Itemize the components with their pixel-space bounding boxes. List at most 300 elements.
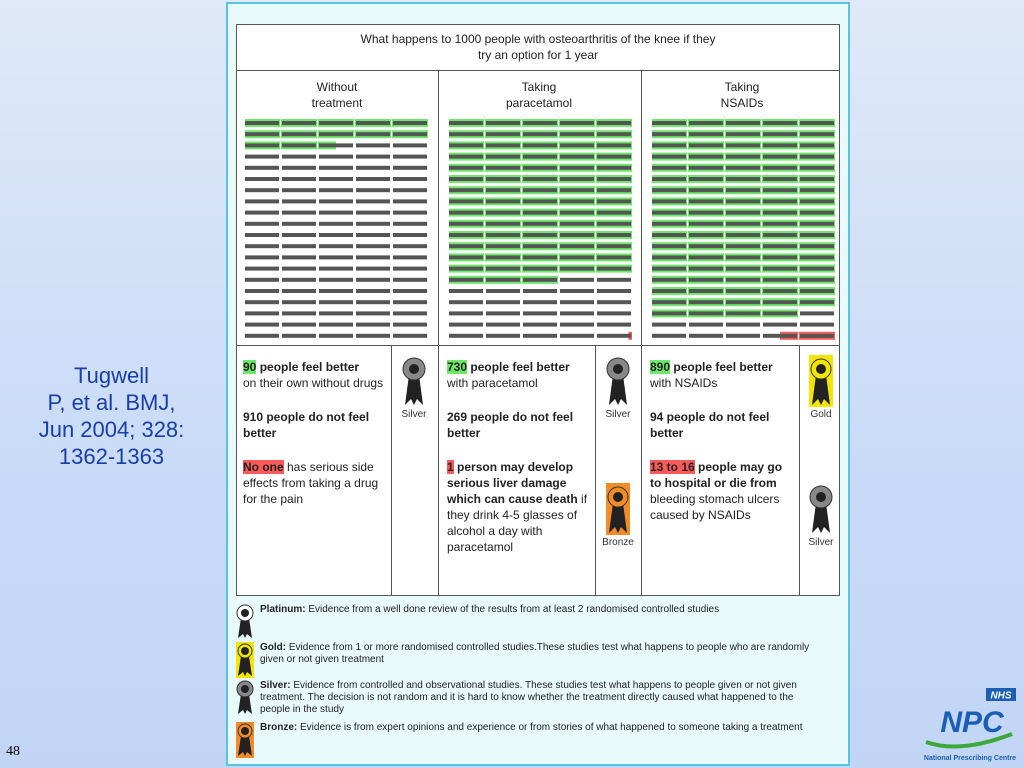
person-row-block — [523, 244, 557, 248]
person-row-block — [486, 121, 520, 125]
person-row-block — [245, 289, 279, 293]
person-row-block — [393, 278, 427, 282]
person-row-block — [282, 244, 316, 248]
person-row-block — [652, 289, 686, 293]
person-row-block — [393, 244, 427, 248]
better-rest: with paracetamol — [447, 376, 538, 390]
person-row-block — [763, 211, 797, 215]
nhs-label: NHS — [990, 690, 1012, 702]
person-row-block — [319, 289, 353, 293]
logo-subtitle: National Prescribing Centre — [923, 755, 1017, 762]
person-row-block — [319, 121, 353, 125]
person-row-block — [245, 255, 279, 259]
silver-ribbon-icon — [236, 680, 254, 716]
person-row-block — [560, 121, 594, 125]
person-row-block — [560, 323, 594, 327]
person-row-block — [282, 255, 316, 259]
person-row-block — [393, 289, 427, 293]
person-row-block — [486, 278, 520, 282]
legend-description: Evidence from controlled and observational studies. These studies test what happens to people given or not given treatment. The decision is not random and it is hard to know whether the treatment directly caused what happened to the people in the study — [260, 680, 797, 715]
person-row-block — [319, 143, 353, 147]
legend-label: Bronze: — [260, 722, 298, 733]
person-row-block — [652, 121, 686, 125]
person-row-block — [689, 132, 723, 136]
person-row-block — [245, 311, 279, 315]
person-row-block — [652, 199, 686, 203]
person-row-block — [486, 255, 520, 259]
person-row-block — [726, 211, 760, 215]
person-row-block — [689, 233, 723, 237]
person-row-block — [319, 323, 353, 327]
person-row-block — [597, 132, 631, 136]
person-row-block — [560, 311, 594, 315]
column-title-line-2: NSAIDs — [720, 96, 764, 110]
outcome-text-paracetamol — [447, 359, 593, 573]
person-row-block — [597, 289, 631, 293]
person-row-block — [726, 244, 760, 248]
better-rest: on their own without drugs — [243, 376, 384, 390]
person-row-block — [800, 188, 834, 192]
person-row-block — [356, 166, 390, 170]
person-row-block — [597, 222, 631, 226]
harm-bold: people may go to hospital or die from — [650, 460, 783, 490]
outcome-text-without-treatment — [243, 359, 389, 525]
person-row-block — [597, 311, 631, 315]
person-row-block — [726, 166, 760, 170]
person-row-block — [763, 222, 797, 226]
person-row-block — [319, 311, 353, 315]
harm-rest: has serious side effects from taking a drug for the pain — [243, 460, 379, 506]
person-row-block — [597, 267, 631, 271]
person-row-block — [319, 211, 353, 215]
badge-divider — [391, 345, 392, 596]
person-row-block — [245, 278, 279, 282]
person-row-block — [449, 278, 483, 282]
person-row-block — [560, 143, 594, 147]
person-row-block — [449, 334, 483, 338]
person-row-block — [726, 289, 760, 293]
column-title-line-1: Without — [316, 80, 358, 94]
person-row-block — [597, 255, 631, 259]
person-row-block — [689, 177, 723, 181]
column-title-line-1: Taking — [724, 80, 760, 94]
person-row-block — [763, 289, 797, 293]
person-row-block — [245, 199, 279, 203]
column-divider — [641, 71, 642, 596]
badge-label: Silver — [808, 537, 834, 548]
person-row-block — [763, 132, 797, 136]
person-row-block — [597, 166, 631, 170]
person-row-block — [763, 177, 797, 181]
person-row-block — [486, 244, 520, 248]
person-row-block — [486, 222, 520, 226]
person-row-block — [597, 177, 631, 181]
badge-divider — [799, 345, 800, 596]
person-row-block — [597, 155, 631, 159]
badge-divider — [595, 345, 596, 596]
person-row-block — [689, 244, 723, 248]
person-row-block — [486, 311, 520, 315]
person-row-block — [393, 155, 427, 159]
person-row-block — [597, 233, 631, 237]
person-row-block — [245, 233, 279, 237]
person-row-block — [689, 334, 723, 338]
person-row-block — [523, 300, 557, 304]
person-row-block — [726, 177, 760, 181]
person-row-block — [689, 267, 723, 271]
person-row-block — [356, 323, 390, 327]
person-row-block — [393, 300, 427, 304]
person-row-block — [282, 121, 316, 125]
person-row-block — [726, 267, 760, 271]
person-row-block — [763, 121, 797, 125]
harm-count: No one — [243, 460, 284, 474]
person-row-block — [449, 244, 483, 248]
person-row-block — [245, 143, 279, 147]
person-row-block — [282, 143, 316, 147]
person-row-block — [245, 267, 279, 271]
silver-ribbon-icon — [809, 483, 833, 535]
outcome-text-nsaids — [650, 359, 796, 541]
person-row-block — [319, 166, 353, 170]
person-row-block — [726, 311, 760, 315]
person-row-block — [800, 289, 834, 293]
person-row-block — [597, 323, 631, 327]
person-row-block — [282, 278, 316, 282]
person-row-block — [726, 334, 760, 338]
person-row-block — [560, 244, 594, 248]
person-row-block — [652, 323, 686, 327]
person-row-block — [319, 244, 353, 248]
person-row-block — [689, 143, 723, 147]
results-table — [236, 24, 840, 596]
column-divider — [438, 71, 439, 596]
person-row-block — [689, 311, 723, 315]
person-row-block — [689, 199, 723, 203]
person-row-block — [523, 323, 557, 327]
person-row-block — [319, 255, 353, 259]
person-row-block — [800, 233, 834, 237]
column-title-line-2: paracetamol — [505, 96, 573, 110]
person-row-block — [689, 166, 723, 170]
person-row-block — [560, 177, 594, 181]
person-row-block — [356, 300, 390, 304]
evidence-badge-silver — [804, 483, 838, 548]
person-row-block — [800, 267, 834, 271]
person-row-block — [652, 166, 686, 170]
person-row-block — [319, 177, 353, 181]
person-row-block — [763, 311, 797, 315]
person-row-block — [523, 199, 557, 203]
person-row-block — [689, 255, 723, 259]
person-row-block — [245, 222, 279, 226]
person-row-block — [560, 166, 594, 170]
silver-ribbon-icon — [606, 355, 630, 407]
person-row-block — [689, 289, 723, 293]
person-row-block — [245, 323, 279, 327]
person-row-block — [652, 155, 686, 159]
person-row-block — [282, 211, 316, 215]
person-row-block — [763, 267, 797, 271]
person-row-block — [393, 188, 427, 192]
column-title-without-treatment — [237, 79, 437, 111]
person-row-block — [800, 121, 834, 125]
better-text: people feel better — [256, 360, 360, 374]
person-row-block — [800, 244, 834, 248]
person-row-block — [763, 166, 797, 170]
person-row-block — [393, 121, 427, 125]
person-row-block — [486, 300, 520, 304]
better-count: 890 — [650, 360, 671, 374]
person-row-block — [560, 267, 594, 271]
person-row-block — [449, 255, 483, 259]
person-row-block — [449, 323, 483, 327]
evidence-poster — [226, 2, 850, 766]
person-row-block — [560, 289, 594, 293]
person-row-block — [523, 255, 557, 259]
person-row-block — [652, 177, 686, 181]
person-row-block — [356, 278, 390, 282]
person-row-block — [486, 199, 520, 203]
person-row-block — [245, 121, 279, 125]
person-row-block — [282, 311, 316, 315]
person-row-block — [689, 155, 723, 159]
person-row-block — [652, 233, 686, 237]
harm-bold: person may develop serious liver damage which can cause death — [447, 460, 578, 506]
person-row-block — [449, 155, 483, 159]
person-row-block — [319, 222, 353, 226]
person-row-block — [652, 143, 686, 147]
harm-rest: bleeding stomach ulcers caused by NSAIDs — [650, 492, 780, 522]
person-row-block — [245, 188, 279, 192]
poster-title-line-1: What happens to 1000 people with osteoarthritis of the knee if they — [360, 32, 716, 46]
person-row-block — [245, 166, 279, 170]
person-row-block — [800, 166, 834, 170]
better-rest: with NSAIDs — [650, 376, 718, 390]
bronze-ribbon-icon — [606, 483, 630, 535]
citation-line-2: P, et al. BMJ, — [47, 390, 176, 415]
person-row-block — [523, 143, 557, 147]
person-row-block — [652, 244, 686, 248]
person-row-block — [800, 222, 834, 226]
person-row-block — [356, 132, 390, 136]
person-row-block — [356, 188, 390, 192]
person-row-block — [523, 222, 557, 226]
person-row-block — [523, 211, 557, 215]
people-grid-nsaids — [652, 117, 838, 343]
person-row-block — [726, 255, 760, 259]
person-row-block — [597, 143, 631, 147]
person-row-block — [763, 323, 797, 327]
person-row-block — [449, 199, 483, 203]
person-row-block — [763, 244, 797, 248]
evidence-badge-bronze — [601, 483, 635, 548]
better-text: people feel better — [467, 360, 570, 374]
person-row-block — [319, 188, 353, 192]
person-row-block — [523, 188, 557, 192]
person-row-block — [393, 267, 427, 271]
badge-label: Gold — [810, 409, 832, 420]
evidence-badge-silver — [601, 355, 635, 420]
person-row-block — [652, 132, 686, 136]
person-row-block — [597, 300, 631, 304]
person-row-block — [652, 255, 686, 259]
person-row-block — [523, 121, 557, 125]
person-row-block — [486, 289, 520, 293]
not-better-text: 94 people do not feel better — [650, 410, 770, 440]
person-row-block — [689, 278, 723, 282]
person-row-block — [597, 244, 631, 248]
person-row-block — [800, 199, 834, 203]
person-row-block — [763, 255, 797, 259]
person-row-block — [800, 311, 834, 315]
person-row-block — [560, 255, 594, 259]
person-row-block — [449, 233, 483, 237]
person-row-block — [245, 300, 279, 304]
person-row-block — [800, 278, 834, 282]
legend-label: Platinum: — [260, 604, 306, 615]
person-row-block — [763, 199, 797, 203]
people-grid-paracetamol — [449, 117, 635, 343]
person-row-block — [393, 233, 427, 237]
person-row-block — [449, 311, 483, 315]
person-row-block — [597, 278, 631, 282]
person-row-block — [523, 289, 557, 293]
person-row-block — [689, 323, 723, 327]
person-row-block — [523, 166, 557, 170]
people-grid-without-treatment — [245, 117, 431, 343]
person-row-block — [763, 188, 797, 192]
person-row-block — [319, 132, 353, 136]
person-row-block — [356, 311, 390, 315]
person-row-block — [245, 334, 279, 338]
person-row-block — [523, 311, 557, 315]
person-row-block — [523, 233, 557, 237]
person-row-block — [282, 132, 316, 136]
person-row-block — [726, 222, 760, 226]
person-row-block — [726, 300, 760, 304]
person-row-block — [356, 121, 390, 125]
person-row-block — [282, 166, 316, 170]
better-count: 90 — [243, 360, 257, 374]
person-row-block — [486, 177, 520, 181]
person-row-block — [449, 289, 483, 293]
person-row-block — [245, 211, 279, 215]
person-row-block — [245, 244, 279, 248]
person-row-block — [763, 300, 797, 304]
person-row-block — [319, 300, 353, 304]
person-row-block — [356, 155, 390, 159]
person-row-block — [356, 211, 390, 215]
column-title-nsaids — [642, 79, 842, 111]
person-row-block — [356, 244, 390, 248]
person-row-block — [652, 211, 686, 215]
person-row-block — [726, 323, 760, 327]
person-row-block — [689, 211, 723, 215]
person-row-block — [560, 199, 594, 203]
column-title-paracetamol — [439, 79, 639, 111]
person-row-block — [560, 188, 594, 192]
person-row-block — [652, 278, 686, 282]
person-row-block — [449, 188, 483, 192]
poster-title — [237, 25, 839, 71]
person-row-block — [393, 311, 427, 315]
gold-ribbon-icon — [236, 642, 254, 678]
person-row-block — [652, 334, 686, 338]
person-row-block — [393, 199, 427, 203]
person-row-block — [486, 267, 520, 271]
person-row-block — [486, 132, 520, 136]
person-row-block — [282, 334, 316, 338]
person-row-block — [393, 334, 427, 338]
person-row-block — [486, 155, 520, 159]
person-row-block — [652, 300, 686, 304]
person-row-block — [800, 132, 834, 136]
person-row-block — [800, 323, 834, 327]
person-row-block — [763, 155, 797, 159]
person-row-block — [800, 177, 834, 181]
legend-label: Silver: — [260, 680, 291, 691]
person-row-block — [560, 222, 594, 226]
person-row-block — [319, 334, 353, 338]
person-row-block — [282, 222, 316, 226]
person-row-block — [726, 278, 760, 282]
person-row-block — [393, 222, 427, 226]
person-row-block — [726, 143, 760, 147]
person-row-block — [449, 166, 483, 170]
person-row-block — [689, 300, 723, 304]
citation — [10, 362, 213, 470]
person-row-block — [356, 143, 390, 147]
person-row-block — [449, 132, 483, 136]
person-row-block — [356, 222, 390, 226]
person-row-block — [726, 121, 760, 125]
person-row-block — [319, 233, 353, 237]
not-better-text: 910 people do not feel better — [243, 410, 370, 440]
gold-ribbon-icon — [809, 355, 833, 407]
person-row-block — [282, 289, 316, 293]
person-row-block — [393, 132, 427, 136]
citation-line-3: Jun 2004; 328: — [38, 417, 185, 442]
citation-line-1: Tugwell — [74, 363, 149, 388]
person-row-block — [652, 267, 686, 271]
person-row-block — [282, 233, 316, 237]
person-row-block — [726, 132, 760, 136]
person-row-block — [282, 267, 316, 271]
person-row-block — [393, 143, 427, 147]
person-row-block — [449, 211, 483, 215]
legend-description: Evidence from a well done review of the results from at least 2 randomised controlled studies — [305, 604, 720, 615]
person-row-block — [800, 334, 834, 338]
person-row-block — [393, 323, 427, 327]
person-row-block — [319, 267, 353, 271]
person-row-block — [523, 334, 557, 338]
person-row-block — [449, 300, 483, 304]
person-row-block — [356, 233, 390, 237]
person-row-block — [763, 143, 797, 147]
poster-title-line-2: try an option for 1 year — [477, 48, 599, 62]
person-row-block — [763, 278, 797, 282]
person-row-block — [726, 188, 760, 192]
column-title-line-2: treatment — [311, 96, 363, 110]
person-row-block — [486, 166, 520, 170]
evidence-badge-gold — [804, 355, 838, 420]
not-better-text: 269 people do not feel better — [447, 410, 574, 440]
person-row-block — [356, 267, 390, 271]
person-row-block — [800, 300, 834, 304]
person-row-block — [560, 300, 594, 304]
person-row-block — [597, 334, 631, 338]
